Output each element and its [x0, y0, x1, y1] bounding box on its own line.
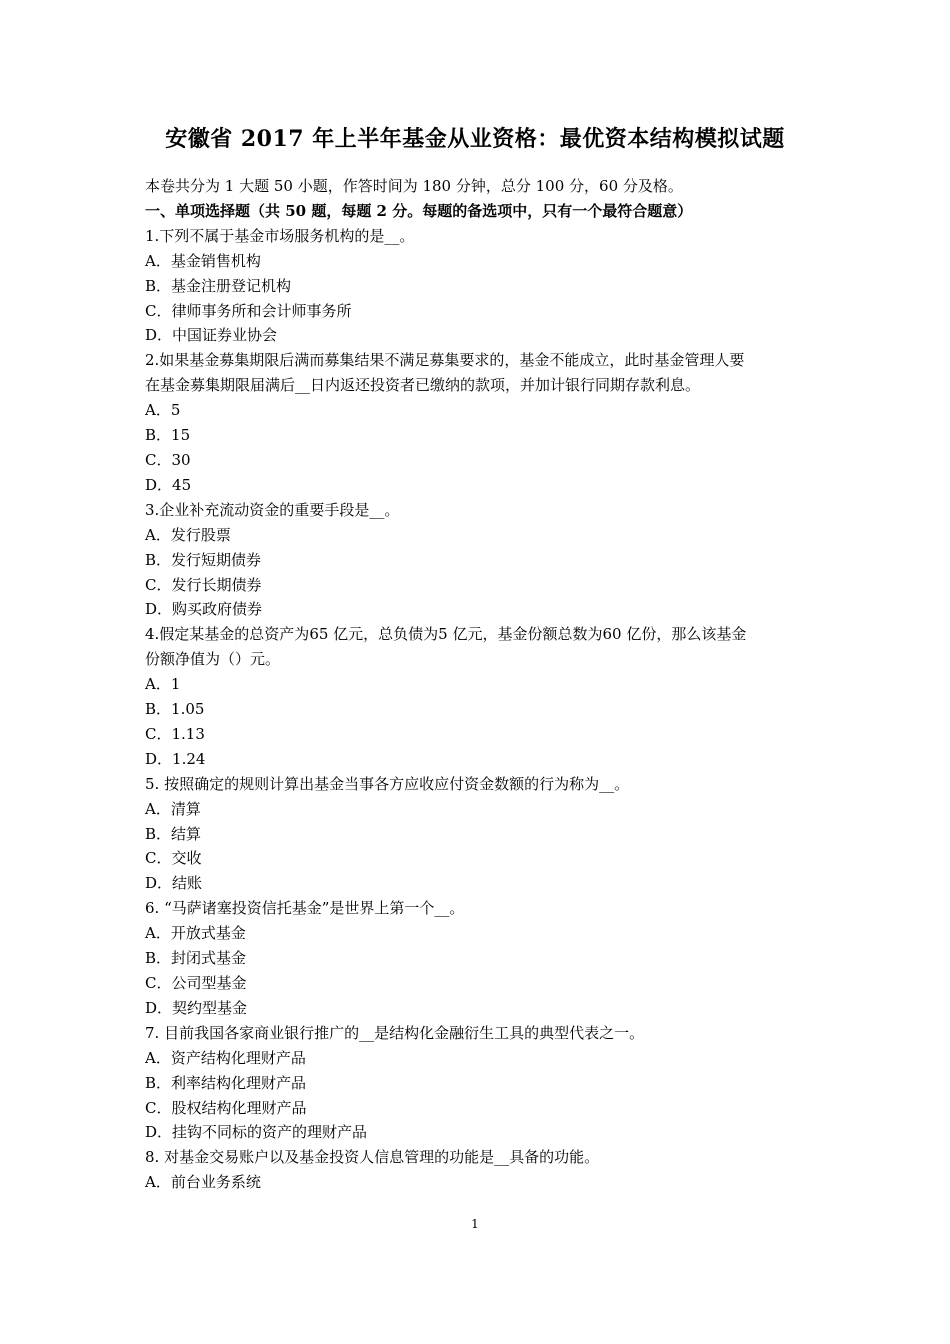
answer-option: B．封闭式基金	[145, 949, 247, 968]
answer-option: C．发行长期债券	[145, 575, 262, 594]
question-text: 份额净值为（）元。	[145, 650, 281, 669]
answer-option: C．股权结构化理财产品	[145, 1098, 307, 1117]
question-item	[145, 224, 825, 349]
answer-option: A．前台业务系统	[145, 1173, 261, 1192]
answer-option: A．5	[145, 401, 181, 420]
question-item	[145, 498, 825, 623]
answer-option: B．结算	[145, 824, 202, 843]
document-title: 安徽省 2017 年上半年基金从业资格：最优资本结构模拟试题	[165, 126, 785, 152]
question-text: 8. 对基金交易账户以及基金投资人信息管理的功能是__具备的功能。	[145, 1148, 600, 1167]
question-text: 2.如果基金募集期限后满而募集结果不满足募集要求的，基金不能成立，此时基金管理人要	[145, 351, 745, 370]
answer-option: B．利率结构化理财产品	[145, 1073, 307, 1092]
exam-intro: 本卷共分为 1 大题 50 小题，作答时间为 180 分钟，总分 100 分，60 分及格。	[145, 177, 683, 195]
question-text: 6. “马萨诸塞投资信托基金”是世界上第一个__。	[145, 899, 465, 918]
answer-option: D．中国证券业协会	[145, 326, 278, 345]
question-text: 5. 按照确定的规则计算出基金当事各方应收应付资金数额的行为称为__。	[145, 774, 630, 793]
question-text: 在基金募集期限届满后__日内返还投资者已缴纳的款项，并加计银行同期存款利息。	[145, 376, 701, 395]
answer-option: A．1	[145, 675, 181, 694]
answer-option: D．45	[145, 475, 192, 494]
question-text: 3.企业补充流动资金的重要手段是__。	[145, 500, 400, 519]
answer-option: B．1.05	[145, 700, 205, 719]
answer-option: B．15	[145, 426, 191, 445]
question-item	[145, 772, 825, 897]
page-number: 1	[471, 1217, 479, 1231]
answer-option: D．契约型基金	[145, 998, 248, 1017]
question-item	[145, 896, 825, 1021]
answer-option: D．挂钩不同标的资产的理财产品	[145, 1123, 368, 1142]
question-item	[145, 348, 825, 497]
question-list	[145, 224, 825, 1195]
question-text: 7. 目前我国各家商业银行推广的__是结构化金融衍生工具的典型代表之一。	[145, 1023, 645, 1042]
document-body	[145, 174, 825, 1195]
answer-option: C．交收	[145, 849, 202, 868]
question-text: 1.下列不属于基金市场服务机构的是__。	[145, 226, 415, 245]
answer-option: C．1.13	[145, 724, 205, 743]
answer-option: A．资产结构化理财产品	[145, 1048, 306, 1067]
answer-option: A．清算	[145, 799, 201, 818]
question-item	[145, 622, 825, 771]
answer-option: C．公司型基金	[145, 974, 247, 992]
answer-option: B．发行短期债券	[145, 550, 262, 569]
question-item	[145, 1145, 825, 1195]
answer-option: C．30	[145, 450, 191, 469]
question-item	[145, 1021, 825, 1146]
answer-option: A．开放式基金	[145, 924, 246, 943]
section-heading: 一、单项选择题（共 50 题，每题 2 分。每题的备选项中，只有一个最符合题意）	[145, 201, 693, 220]
answer-option: A．基金销售机构	[145, 251, 261, 270]
answer-option: D．1.24	[145, 749, 206, 768]
answer-option: C．律师事务所和会计师事务所	[145, 301, 352, 320]
answer-option: D．购买政府债券	[145, 600, 263, 619]
question-text: 4.假定某基金的总资产为65 亿元，总负债为5 亿元，基金份额总数为60 亿份，那么该基金	[145, 625, 747, 644]
answer-option: D．结账	[145, 874, 203, 893]
answer-option: B．基金注册登记机构	[145, 276, 292, 295]
answer-option: A．发行股票	[145, 525, 231, 544]
